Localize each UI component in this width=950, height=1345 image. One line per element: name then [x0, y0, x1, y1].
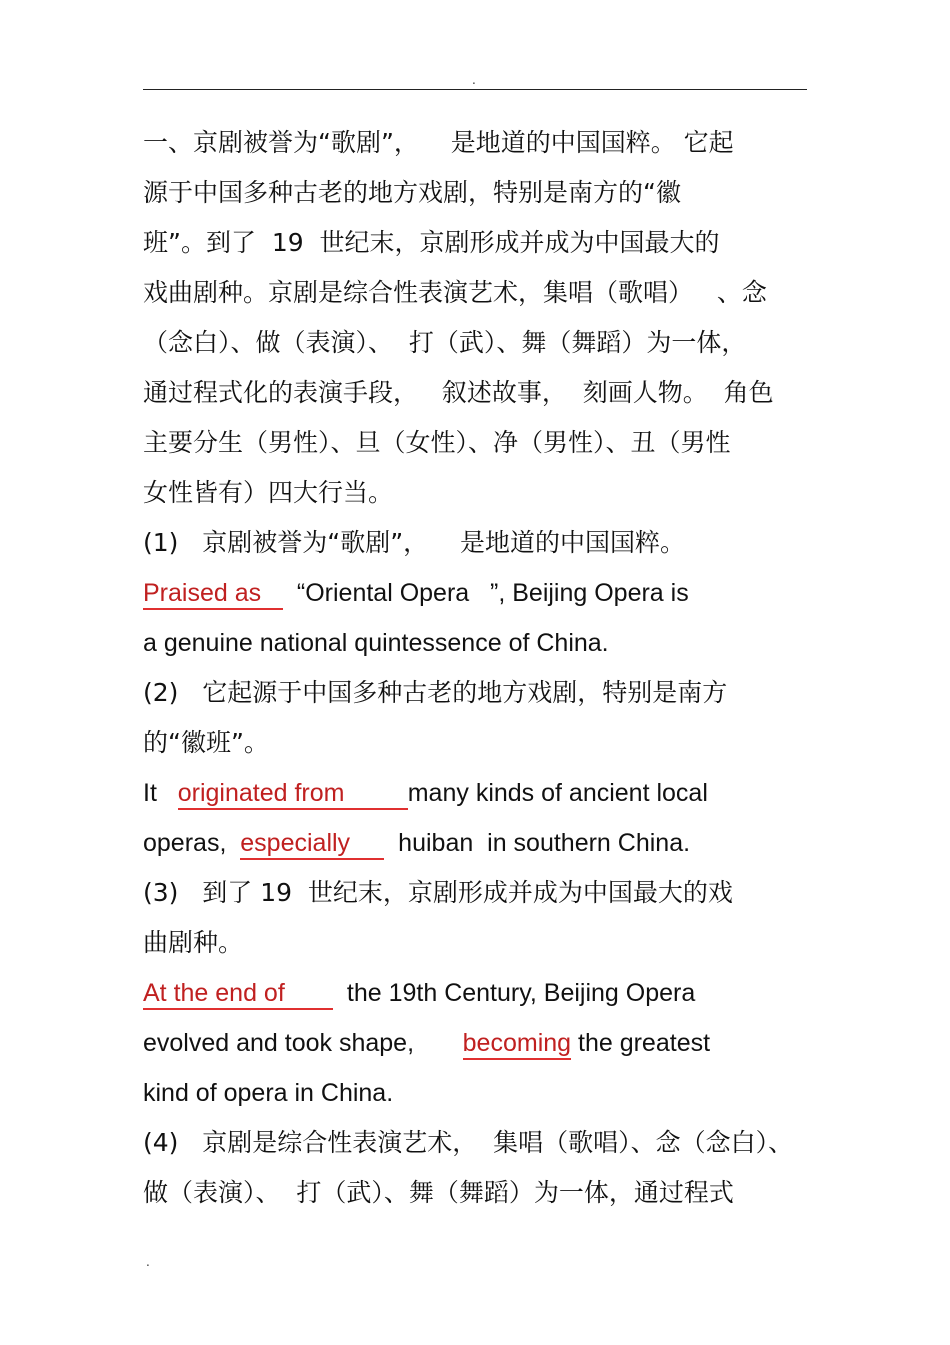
intro-line: 主要分生（男性）、旦（女性）、净（男性）、丑（男性 — [143, 428, 731, 457]
header-dot: . — [472, 73, 476, 87]
sentence-3-chinese: 曲剧种。 — [143, 928, 244, 957]
blank-at-the-end-of: At the end of — [143, 968, 333, 1018]
english-text: “Oriental Opera ”, Beijing Opera is — [283, 579, 689, 607]
sentence-3-english-line — [143, 1018, 813, 1068]
english-text: operas, — [143, 829, 241, 857]
blank-originated-from: originated from — [178, 768, 408, 818]
sentence-2-chinese: (2) 它起源于中国多种古老的地方戏剧，特别是南方 — [143, 678, 728, 707]
sentence-2-english-line — [143, 768, 813, 818]
sentence-1-english-line — [143, 568, 813, 618]
intro-line: 通过程式化的表演手段， 叙述故事， 刻画人物。 角色 — [143, 378, 774, 407]
sentence-4-chinese: (4) 京剧是综合性表演艺术， 集唱（歌唱）、念（念白）、 — [143, 1128, 794, 1157]
english-text: the 19th Century, Beijing Opera — [333, 979, 696, 1007]
document-body — [143, 118, 813, 1218]
sentence-2-english-line — [143, 818, 813, 868]
intro-line: 戏曲剧种。京剧是综合性表演艺术，集唱（歌唱） 、念 — [143, 278, 767, 307]
intro-line: 班”。到了 19 世纪末，京剧形成并成为中国最大的 — [143, 228, 720, 257]
english-text: evolved and took shape, — [143, 1029, 463, 1057]
footer-dot: . — [146, 1255, 150, 1269]
intro-line: 源于中国多种古老的地方戏剧，特别是南方的“徽 — [143, 178, 681, 207]
sentence-4-chinese: 做（表演）、 打（武）、舞（舞蹈）为一体，通过程式 — [143, 1178, 734, 1207]
sentence-3-english-line — [143, 968, 813, 1018]
intro-line: 女性皆有）四大行当。 — [143, 478, 394, 507]
intro-line: （念白）、做（表演）、 打（武）、舞（舞蹈）为一体， — [143, 328, 747, 357]
sentence-3-chinese: (3) 到了 19 世纪末，京剧形成并成为中国最大的戏 — [143, 878, 733, 907]
sentence-1-english-line: a genuine national quintessence of China. — [143, 629, 609, 657]
sentence-2-chinese: 的“徽班”。 — [143, 728, 269, 757]
intro-line: 一、京剧被誉为“歌剧”， 是地道的中国国粹。 它起 — [143, 128, 734, 157]
blank-praised-as: Praised as — [143, 568, 283, 618]
sentence-3-english-line: kind of opera in China. — [143, 1079, 394, 1107]
english-text: many kinds of ancient local — [407, 779, 708, 807]
blank-especially: especially — [240, 818, 384, 868]
blank-becoming: becoming — [463, 1018, 571, 1068]
english-text: huiban in southern China. — [384, 829, 691, 857]
english-text: the greatest — [571, 1029, 711, 1057]
header-rule — [143, 89, 807, 90]
english-text: It — [143, 779, 178, 807]
sentence-1-chinese: (1) 京剧被誉为“歌剧”， 是地道的中国国粹。 — [143, 528, 685, 557]
